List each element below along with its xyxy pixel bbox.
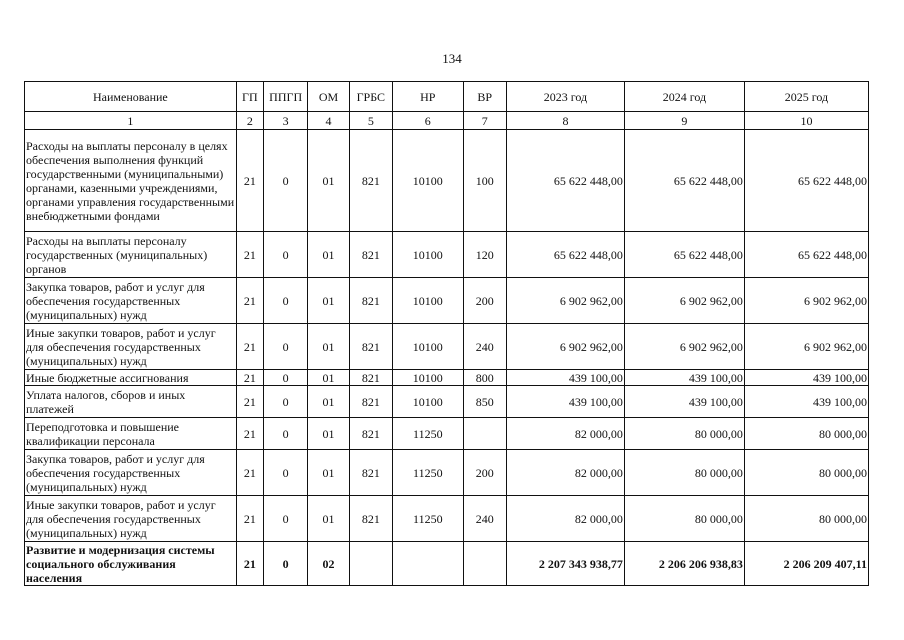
table-row-total bbox=[25, 542, 869, 586]
table-row bbox=[25, 386, 869, 418]
row-2023: 82 000,00 bbox=[506, 450, 624, 496]
row-nr bbox=[393, 542, 464, 586]
row-vr: 120 bbox=[463, 232, 506, 278]
table-row bbox=[25, 278, 869, 324]
table-row bbox=[25, 324, 869, 370]
row-vr: 800 bbox=[463, 370, 506, 386]
row-ppgp: 0 bbox=[263, 418, 307, 450]
row-vr: 100 bbox=[463, 130, 506, 232]
row-2024: 6 902 962,00 bbox=[624, 324, 744, 370]
row-grbs: 821 bbox=[349, 232, 392, 278]
row-om: 01 bbox=[308, 450, 349, 496]
row-name: Иные закупки товаров, работ и услуг для обеспечения государственных (муниципальных) нужд bbox=[25, 324, 237, 370]
row-2024: 439 100,00 bbox=[624, 386, 744, 418]
table-row bbox=[25, 496, 869, 542]
row-2023: 65 622 448,00 bbox=[506, 232, 624, 278]
row-name: Иные бюджетные ассигнования bbox=[25, 370, 237, 386]
row-ppgp: 0 bbox=[263, 370, 307, 386]
header-row bbox=[25, 82, 869, 112]
row-2025: 6 902 962,00 bbox=[744, 278, 868, 324]
column-number: 10 bbox=[744, 112, 868, 130]
row-nr: 11250 bbox=[393, 496, 464, 542]
row-name: Развитие и модернизация системы социального обслуживания населения bbox=[25, 542, 237, 586]
table-row bbox=[25, 130, 869, 232]
row-nr: 10100 bbox=[393, 232, 464, 278]
row-nr: 10100 bbox=[393, 278, 464, 324]
table-row bbox=[25, 232, 869, 278]
row-om: 01 bbox=[308, 324, 349, 370]
row-grbs: 821 bbox=[349, 324, 392, 370]
table-row bbox=[25, 370, 869, 386]
header-nr: НР bbox=[393, 82, 464, 112]
header-name: Наименование bbox=[25, 82, 237, 112]
column-number: 8 bbox=[506, 112, 624, 130]
row-grbs: 821 bbox=[349, 450, 392, 496]
row-vr: 200 bbox=[463, 450, 506, 496]
column-number: 1 bbox=[25, 112, 237, 130]
column-number: 6 bbox=[393, 112, 464, 130]
row-vr bbox=[463, 418, 506, 450]
row-vr: 850 bbox=[463, 386, 506, 418]
row-name: Уплата налогов, сборов и иных платежей bbox=[25, 386, 237, 418]
row-2024: 6 902 962,00 bbox=[624, 278, 744, 324]
row-2024: 65 622 448,00 bbox=[624, 130, 744, 232]
row-2023: 2 207 343 938,77 bbox=[506, 542, 624, 586]
row-gp: 21 bbox=[236, 418, 263, 450]
row-2023: 82 000,00 bbox=[506, 418, 624, 450]
row-2023: 6 902 962,00 bbox=[506, 278, 624, 324]
row-ppgp: 0 bbox=[263, 450, 307, 496]
row-name: Расходы на выплаты персоналу в целях обеспечения выполнения функций государственными (муниципальными) органами, казенными учреждениями, органами управления государственными внебюджетными фондами bbox=[25, 130, 237, 232]
header-2025: 2025 год bbox=[744, 82, 868, 112]
column-number: 4 bbox=[308, 112, 349, 130]
row-ppgp: 0 bbox=[263, 130, 307, 232]
header-ppgp: ППГП bbox=[263, 82, 307, 112]
row-vr: 200 bbox=[463, 278, 506, 324]
header-2023: 2023 год bbox=[506, 82, 624, 112]
row-ppgp: 0 bbox=[263, 232, 307, 278]
row-nr: 10100 bbox=[393, 370, 464, 386]
row-gp: 21 bbox=[236, 324, 263, 370]
header-vr: ВР bbox=[463, 82, 506, 112]
row-om: 01 bbox=[308, 496, 349, 542]
row-gp: 21 bbox=[236, 278, 263, 324]
row-2024: 80 000,00 bbox=[624, 450, 744, 496]
row-name: Расходы на выплаты персоналу государственных (муниципальных) органов bbox=[25, 232, 237, 278]
column-number: 3 bbox=[263, 112, 307, 130]
row-2025: 65 622 448,00 bbox=[744, 232, 868, 278]
row-ppgp: 0 bbox=[263, 386, 307, 418]
row-gp: 21 bbox=[236, 386, 263, 418]
row-gp: 21 bbox=[236, 130, 263, 232]
column-number: 7 bbox=[463, 112, 506, 130]
row-2025: 80 000,00 bbox=[744, 496, 868, 542]
row-2023: 65 622 448,00 bbox=[506, 130, 624, 232]
row-om: 01 bbox=[308, 130, 349, 232]
row-om: 01 bbox=[308, 278, 349, 324]
row-om: 01 bbox=[308, 418, 349, 450]
row-2023: 6 902 962,00 bbox=[506, 324, 624, 370]
row-gp: 21 bbox=[236, 496, 263, 542]
row-2024: 80 000,00 bbox=[624, 496, 744, 542]
row-2025: 439 100,00 bbox=[744, 386, 868, 418]
column-number: 9 bbox=[624, 112, 744, 130]
row-2024: 439 100,00 bbox=[624, 370, 744, 386]
row-nr: 10100 bbox=[393, 386, 464, 418]
row-vr bbox=[463, 542, 506, 586]
row-name: Закупка товаров, работ и услуг для обеспечения государственных (муниципальных) нужд bbox=[25, 278, 237, 324]
row-vr: 240 bbox=[463, 496, 506, 542]
row-name: Переподготовка и повышение квалификации персонала bbox=[25, 418, 237, 450]
table-row bbox=[25, 418, 869, 450]
row-2024: 65 622 448,00 bbox=[624, 232, 744, 278]
row-om: 01 bbox=[308, 232, 349, 278]
column-number: 2 bbox=[236, 112, 263, 130]
row-gp: 21 bbox=[236, 450, 263, 496]
row-grbs: 821 bbox=[349, 370, 392, 386]
row-2025: 65 622 448,00 bbox=[744, 130, 868, 232]
row-nr: 10100 bbox=[393, 324, 464, 370]
row-nr: 10100 bbox=[393, 130, 464, 232]
page-number: 134 bbox=[442, 51, 462, 66]
row-grbs: 821 bbox=[349, 386, 392, 418]
row-om: 02 bbox=[308, 542, 349, 586]
row-ppgp: 0 bbox=[263, 542, 307, 586]
header-gp: ГП bbox=[236, 82, 263, 112]
row-2025: 80 000,00 bbox=[744, 450, 868, 496]
row-gp: 21 bbox=[236, 370, 263, 386]
row-gp: 21 bbox=[236, 542, 263, 586]
row-nr: 11250 bbox=[393, 418, 464, 450]
row-2025: 80 000,00 bbox=[744, 418, 868, 450]
row-2023: 82 000,00 bbox=[506, 496, 624, 542]
column-number-row bbox=[25, 112, 869, 130]
column-number: 5 bbox=[349, 112, 392, 130]
header-grbs: ГРБС bbox=[349, 82, 392, 112]
row-grbs: 821 bbox=[349, 418, 392, 450]
budget-table bbox=[24, 81, 869, 586]
row-gp: 21 bbox=[236, 232, 263, 278]
row-grbs: 821 bbox=[349, 496, 392, 542]
row-vr: 240 bbox=[463, 324, 506, 370]
table-row bbox=[25, 450, 869, 496]
row-2025: 439 100,00 bbox=[744, 370, 868, 386]
row-grbs: 821 bbox=[349, 130, 392, 232]
row-2025: 6 902 962,00 bbox=[744, 324, 868, 370]
header-om: ОМ bbox=[308, 82, 349, 112]
row-ppgp: 0 bbox=[263, 496, 307, 542]
row-name: Иные закупки товаров, работ и услуг для обеспечения государственных (муниципальных) нужд bbox=[25, 496, 237, 542]
row-om: 01 bbox=[308, 370, 349, 386]
row-2024: 80 000,00 bbox=[624, 418, 744, 450]
header-2024: 2024 год bbox=[624, 82, 744, 112]
row-grbs: 821 bbox=[349, 278, 392, 324]
row-name: Закупка товаров, работ и услуг для обеспечения государственных (муниципальных) нужд bbox=[25, 450, 237, 496]
row-ppgp: 0 bbox=[263, 278, 307, 324]
row-2023: 439 100,00 bbox=[506, 386, 624, 418]
row-nr: 11250 bbox=[393, 450, 464, 496]
row-om: 01 bbox=[308, 386, 349, 418]
row-2023: 439 100,00 bbox=[506, 370, 624, 386]
row-2025: 2 206 209 407,11 bbox=[744, 542, 868, 586]
row-grbs bbox=[349, 542, 392, 586]
row-2024: 2 206 206 938,83 bbox=[624, 542, 744, 586]
row-ppgp: 0 bbox=[263, 324, 307, 370]
